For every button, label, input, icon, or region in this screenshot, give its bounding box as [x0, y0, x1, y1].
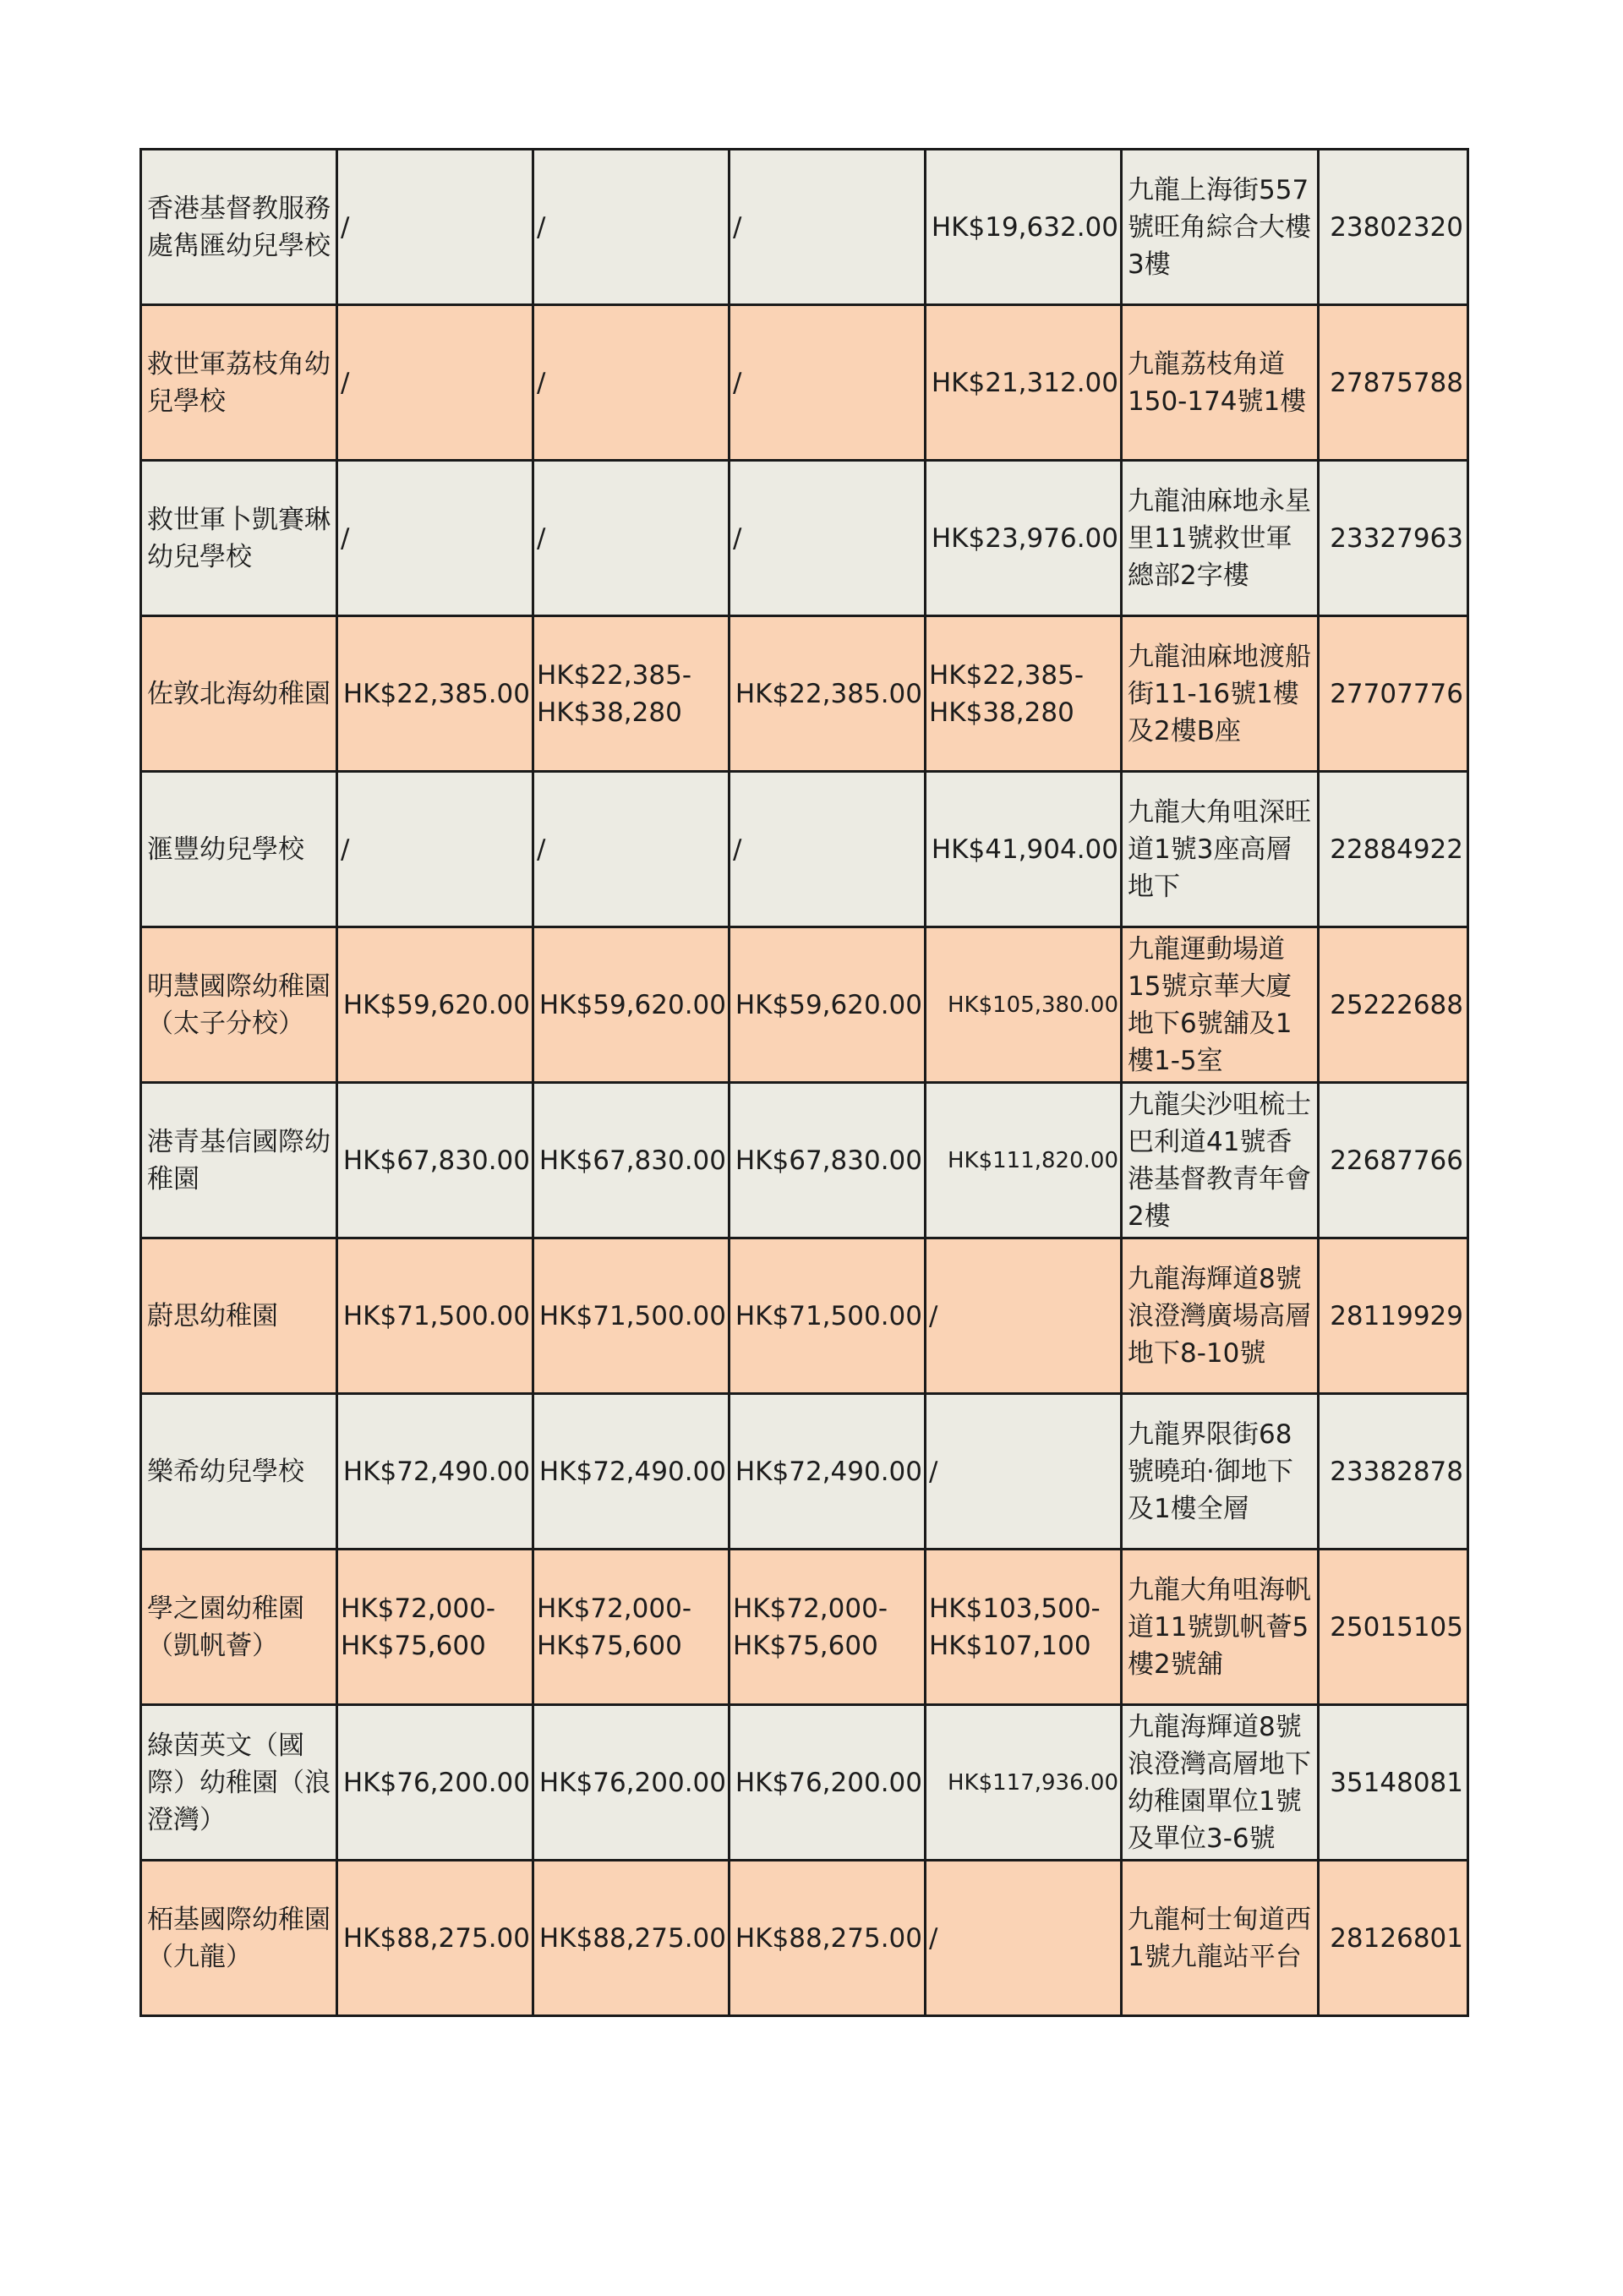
address-cell: 九龍上海街557號旺角綜合大樓3樓 — [1122, 150, 1319, 305]
fee-cell: / — [730, 150, 926, 305]
fee-cell: HK$72,490.00 — [533, 1394, 730, 1550]
fee-cell: HK$88,275.00 — [337, 1861, 533, 2016]
fee-cell: HK$88,275.00 — [533, 1861, 730, 2016]
fee-cell — [337, 1550, 533, 1705]
fee-cell — [730, 1550, 926, 1705]
fee-cell: / — [533, 150, 730, 305]
table-row — [141, 1238, 1468, 1394]
address-cell: 九龍大角咀海帆道11號凱帆薈5樓2號舖 — [1122, 1550, 1319, 1705]
address-cell: 九龍尖沙咀梳士巴利道41號香港基督教青年會2樓 — [1122, 1083, 1319, 1238]
fee-cell — [533, 1550, 730, 1705]
table-row — [141, 150, 1468, 305]
fee-cell: HK$71,500.00 — [337, 1238, 533, 1394]
fee-cell: HK$22,385.00 — [730, 616, 926, 772]
address-cell: 九龍運動場道15號京華大廈地下6號舖及1樓1-5室 — [1122, 927, 1319, 1083]
fee-cell: HK$88,275.00 — [730, 1861, 926, 2016]
table-row — [141, 772, 1468, 927]
fee-cell — [926, 616, 1122, 772]
fee-cell: HK$67,830.00 — [730, 1083, 926, 1238]
phone-cell: 22884922 — [1319, 772, 1468, 927]
address-cell: 九龍油麻地永星里11號救世軍總部2字樓 — [1122, 461, 1319, 616]
fee-cell: HK$76,200.00 — [533, 1705, 730, 1861]
fee-cell: HK$117,936.00 — [926, 1705, 1122, 1861]
fee-cell: HK$67,830.00 — [337, 1083, 533, 1238]
fee-cell: / — [926, 1394, 1122, 1550]
school-name: 栢基國際幼稚園（九龍） — [141, 1861, 337, 2016]
table-row — [141, 1861, 1468, 2016]
phone-cell: 27875788 — [1319, 305, 1468, 461]
fee-range: HK$72,000-HK$75,600 — [341, 1593, 496, 1661]
school-name: 救世軍卜凱賽琳幼兒學校 — [141, 461, 337, 616]
school-name: 救世軍荔枝角幼兒學校 — [141, 305, 337, 461]
fee-cell: HK$41,904.00 — [926, 772, 1122, 927]
fee-cell: / — [926, 1238, 1122, 1394]
phone-cell: 27707776 — [1319, 616, 1468, 772]
phone-cell: 28126801 — [1319, 1861, 1468, 2016]
address-cell: 九龍大角咀深旺道1號3座高層地下 — [1122, 772, 1319, 927]
fee-cell: HK$105,380.00 — [926, 927, 1122, 1083]
table-row — [141, 305, 1468, 461]
fee-cell: HK$59,620.00 — [730, 927, 926, 1083]
fee-cell: HK$59,620.00 — [337, 927, 533, 1083]
school-name: 滙豐幼兒學校 — [141, 772, 337, 927]
fee-cell: / — [337, 150, 533, 305]
school-name: 港青基信國際幼稚園 — [141, 1083, 337, 1238]
fee-cell: HK$23,976.00 — [926, 461, 1122, 616]
phone-cell: 35148081 — [1319, 1705, 1468, 1861]
fee-cell: HK$111,820.00 — [926, 1083, 1122, 1238]
fee-cell: / — [533, 305, 730, 461]
fee-cell: HK$19,632.00 — [926, 150, 1122, 305]
fee-cell: / — [730, 305, 926, 461]
table-row — [141, 1394, 1468, 1550]
fee-cell: HK$71,500.00 — [533, 1238, 730, 1394]
fee-cell: HK$72,490.00 — [337, 1394, 533, 1550]
school-name: 綠茵英文（國際）幼稚園（浪澄灣） — [141, 1705, 337, 1861]
address-cell: 九龍柯士甸道西1號九龍站平台 — [1122, 1861, 1319, 2016]
address-cell: 九龍海輝道8號浪澄灣廣場高層地下8-10號 — [1122, 1238, 1319, 1394]
address-cell: 九龍界限街68號曉珀·御地下及1樓全層 — [1122, 1394, 1319, 1550]
fee-range: HK$103,500-HK$107,100 — [929, 1593, 1101, 1661]
address-cell: 九龍油麻地渡船街11-16號1樓及2樓B座 — [1122, 616, 1319, 772]
phone-cell: 28119929 — [1319, 1238, 1468, 1394]
phone-cell: 25222688 — [1319, 927, 1468, 1083]
fee-cell: / — [730, 461, 926, 616]
table-row — [141, 1083, 1468, 1238]
fee-cell — [533, 616, 730, 772]
fee-cell: HK$22,385.00 — [337, 616, 533, 772]
phone-cell: 23327963 — [1319, 461, 1468, 616]
phone-cell: 22687766 — [1319, 1083, 1468, 1238]
school-name: 蔚思幼稚園 — [141, 1238, 337, 1394]
table-row — [141, 616, 1468, 772]
fee-range: HK$72,000-HK$75,600 — [733, 1593, 888, 1661]
fee-cell: HK$67,830.00 — [533, 1083, 730, 1238]
phone-cell: 23802320 — [1319, 150, 1468, 305]
address-cell: 九龍海輝道8號浪澄灣高層地下幼稚園單位1號及單位3-6號 — [1122, 1705, 1319, 1861]
fee-cell: HK$59,620.00 — [533, 927, 730, 1083]
school-name: 學之園幼稚園（凱帆薈） — [141, 1550, 337, 1705]
fee-cell: HK$76,200.00 — [337, 1705, 533, 1861]
fee-cell: / — [730, 772, 926, 927]
fee-cell: HK$72,490.00 — [730, 1394, 926, 1550]
fee-cell — [926, 1550, 1122, 1705]
fee-cell: / — [337, 772, 533, 927]
fee-range: HK$22,385-HK$38,280 — [929, 659, 1085, 728]
fee-cell: / — [533, 772, 730, 927]
fee-cell: HK$76,200.00 — [730, 1705, 926, 1861]
table-row — [141, 1550, 1468, 1705]
fee-cell: / — [337, 461, 533, 616]
table-row — [141, 1705, 1468, 1861]
school-name: 明慧國際幼稚園（太子分校） — [141, 927, 337, 1083]
fee-cell: / — [337, 305, 533, 461]
table-row — [141, 461, 1468, 616]
fee-cell: / — [926, 1861, 1122, 2016]
fee-range: HK$72,000-HK$75,600 — [537, 1593, 692, 1661]
school-name: 佐敦北海幼稚園 — [141, 616, 337, 772]
fee-table — [139, 148, 1469, 2017]
address-cell: 九龍荔枝角道150-174號1樓 — [1122, 305, 1319, 461]
school-name: 香港基督教服務處雋匯幼兒學校 — [141, 150, 337, 305]
fee-cell: HK$21,312.00 — [926, 305, 1122, 461]
fee-cell: HK$71,500.00 — [730, 1238, 926, 1394]
table-row — [141, 927, 1468, 1083]
phone-cell: 25015105 — [1319, 1550, 1468, 1705]
fee-cell: / — [533, 461, 730, 616]
phone-cell: 23382878 — [1319, 1394, 1468, 1550]
school-name: 樂希幼兒學校 — [141, 1394, 337, 1550]
fee-range: HK$22,385-HK$38,280 — [537, 659, 692, 728]
